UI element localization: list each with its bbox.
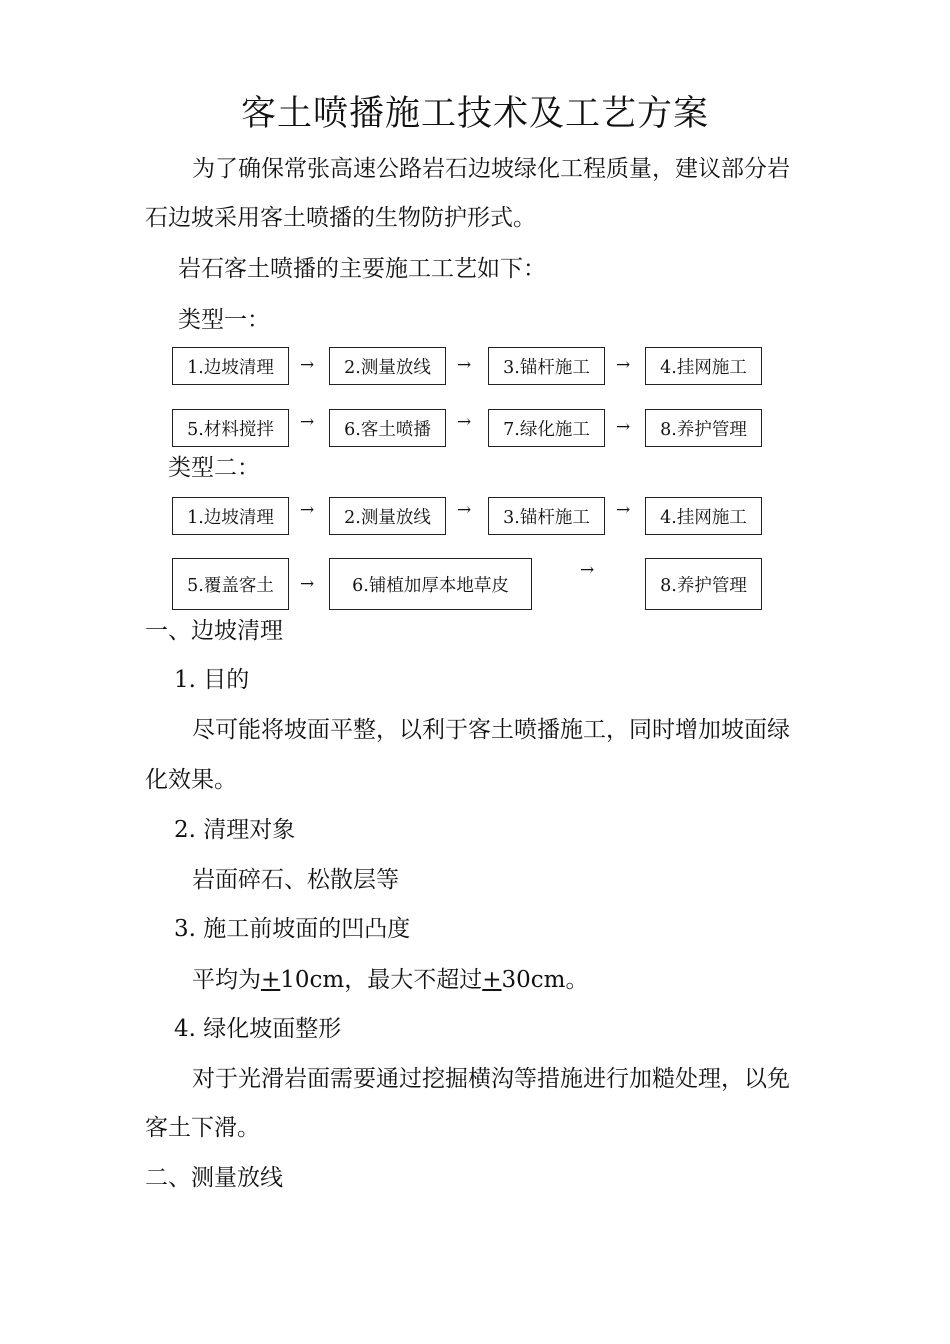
type1-step-box: 6.客土喷播: [329, 409, 446, 447]
item3-text-a: 平均为: [192, 967, 261, 993]
arrow-icon: →: [616, 355, 631, 375]
plus-minus-symbol: +: [261, 967, 281, 993]
item3-heading: 3. 施工前坡面的凹凸度: [174, 916, 411, 942]
type2-step-box: 6.铺植加厚本地草皮: [329, 558, 532, 610]
item4-heading: 4. 绿化坡面整形: [174, 1016, 342, 1042]
arrow-icon: →: [580, 560, 595, 580]
type1-step-box: 3.锚杆施工: [488, 347, 605, 385]
arrow-icon: →: [300, 355, 315, 375]
type2-step-box: 1.边坡清理: [172, 497, 289, 535]
type2-step-box: 5.覆盖客土: [172, 558, 289, 610]
item1-heading: 1. 目的: [174, 667, 250, 693]
item3-text: [192, 965, 589, 995]
plus-minus-symbol: +: [482, 967, 502, 993]
type1-step-box: 2.测量放线: [329, 347, 446, 385]
type1-step-box: 5.材料搅拌: [172, 409, 289, 447]
type2-label: 类型二：: [168, 455, 260, 481]
section1-heading: 一、边坡清理: [145, 618, 283, 644]
document-title: 客土喷播施工技术及工艺方案: [240, 94, 709, 134]
item4-line-1: 对于光滑岩面需要通过挖掘横沟等措施进行加糙处理，以免: [192, 1066, 790, 1092]
type1-label: 类型一：: [178, 307, 270, 333]
process-intro: 岩石客土喷播的主要施工工艺如下：: [178, 256, 546, 282]
item1-line-1: 尽可能将坡面平整，以利于客土喷播施工，同时增加坡面绿: [192, 717, 790, 743]
type1-step-box: 8.养护管理: [645, 409, 762, 447]
item4-line-2: 客土下滑。: [145, 1115, 260, 1141]
item1-line-2: 化效果。: [145, 767, 237, 793]
intro-line-2: 石边坡采用客土喷播的生物防护形式。: [145, 205, 536, 231]
type2-step-box: 8.养护管理: [645, 558, 762, 610]
arrow-icon: →: [616, 417, 631, 437]
item3-val2: 30cm。: [501, 967, 589, 993]
arrow-icon: →: [300, 500, 315, 520]
arrow-icon: →: [457, 500, 472, 520]
type1-step-box: 4.挂网施工: [645, 347, 762, 385]
section2-heading: 二、测量放线: [145, 1165, 283, 1191]
arrow-icon: →: [457, 412, 472, 432]
item2-text: 岩面碎石、松散层等: [192, 867, 399, 893]
type2-step-box: 2.测量放线: [329, 497, 446, 535]
arrow-icon: →: [457, 355, 472, 375]
type1-step-box: 1.边坡清理: [172, 347, 289, 385]
type1-step-box: 7.绿化施工: [488, 409, 605, 447]
arrow-icon: →: [616, 500, 631, 520]
item2-heading: 2. 清理对象: [174, 817, 296, 843]
arrow-icon: →: [300, 574, 315, 594]
type2-step-box: 4.挂网施工: [645, 497, 762, 535]
item3-val1: 10cm，最大不超过: [280, 967, 483, 993]
intro-line-1: 为了确保常张高速公路岩石边坡绿化工程质量，建议部分岩: [192, 156, 790, 182]
arrow-icon: →: [300, 412, 315, 432]
type2-step-box: 3.锚杆施工: [488, 497, 605, 535]
